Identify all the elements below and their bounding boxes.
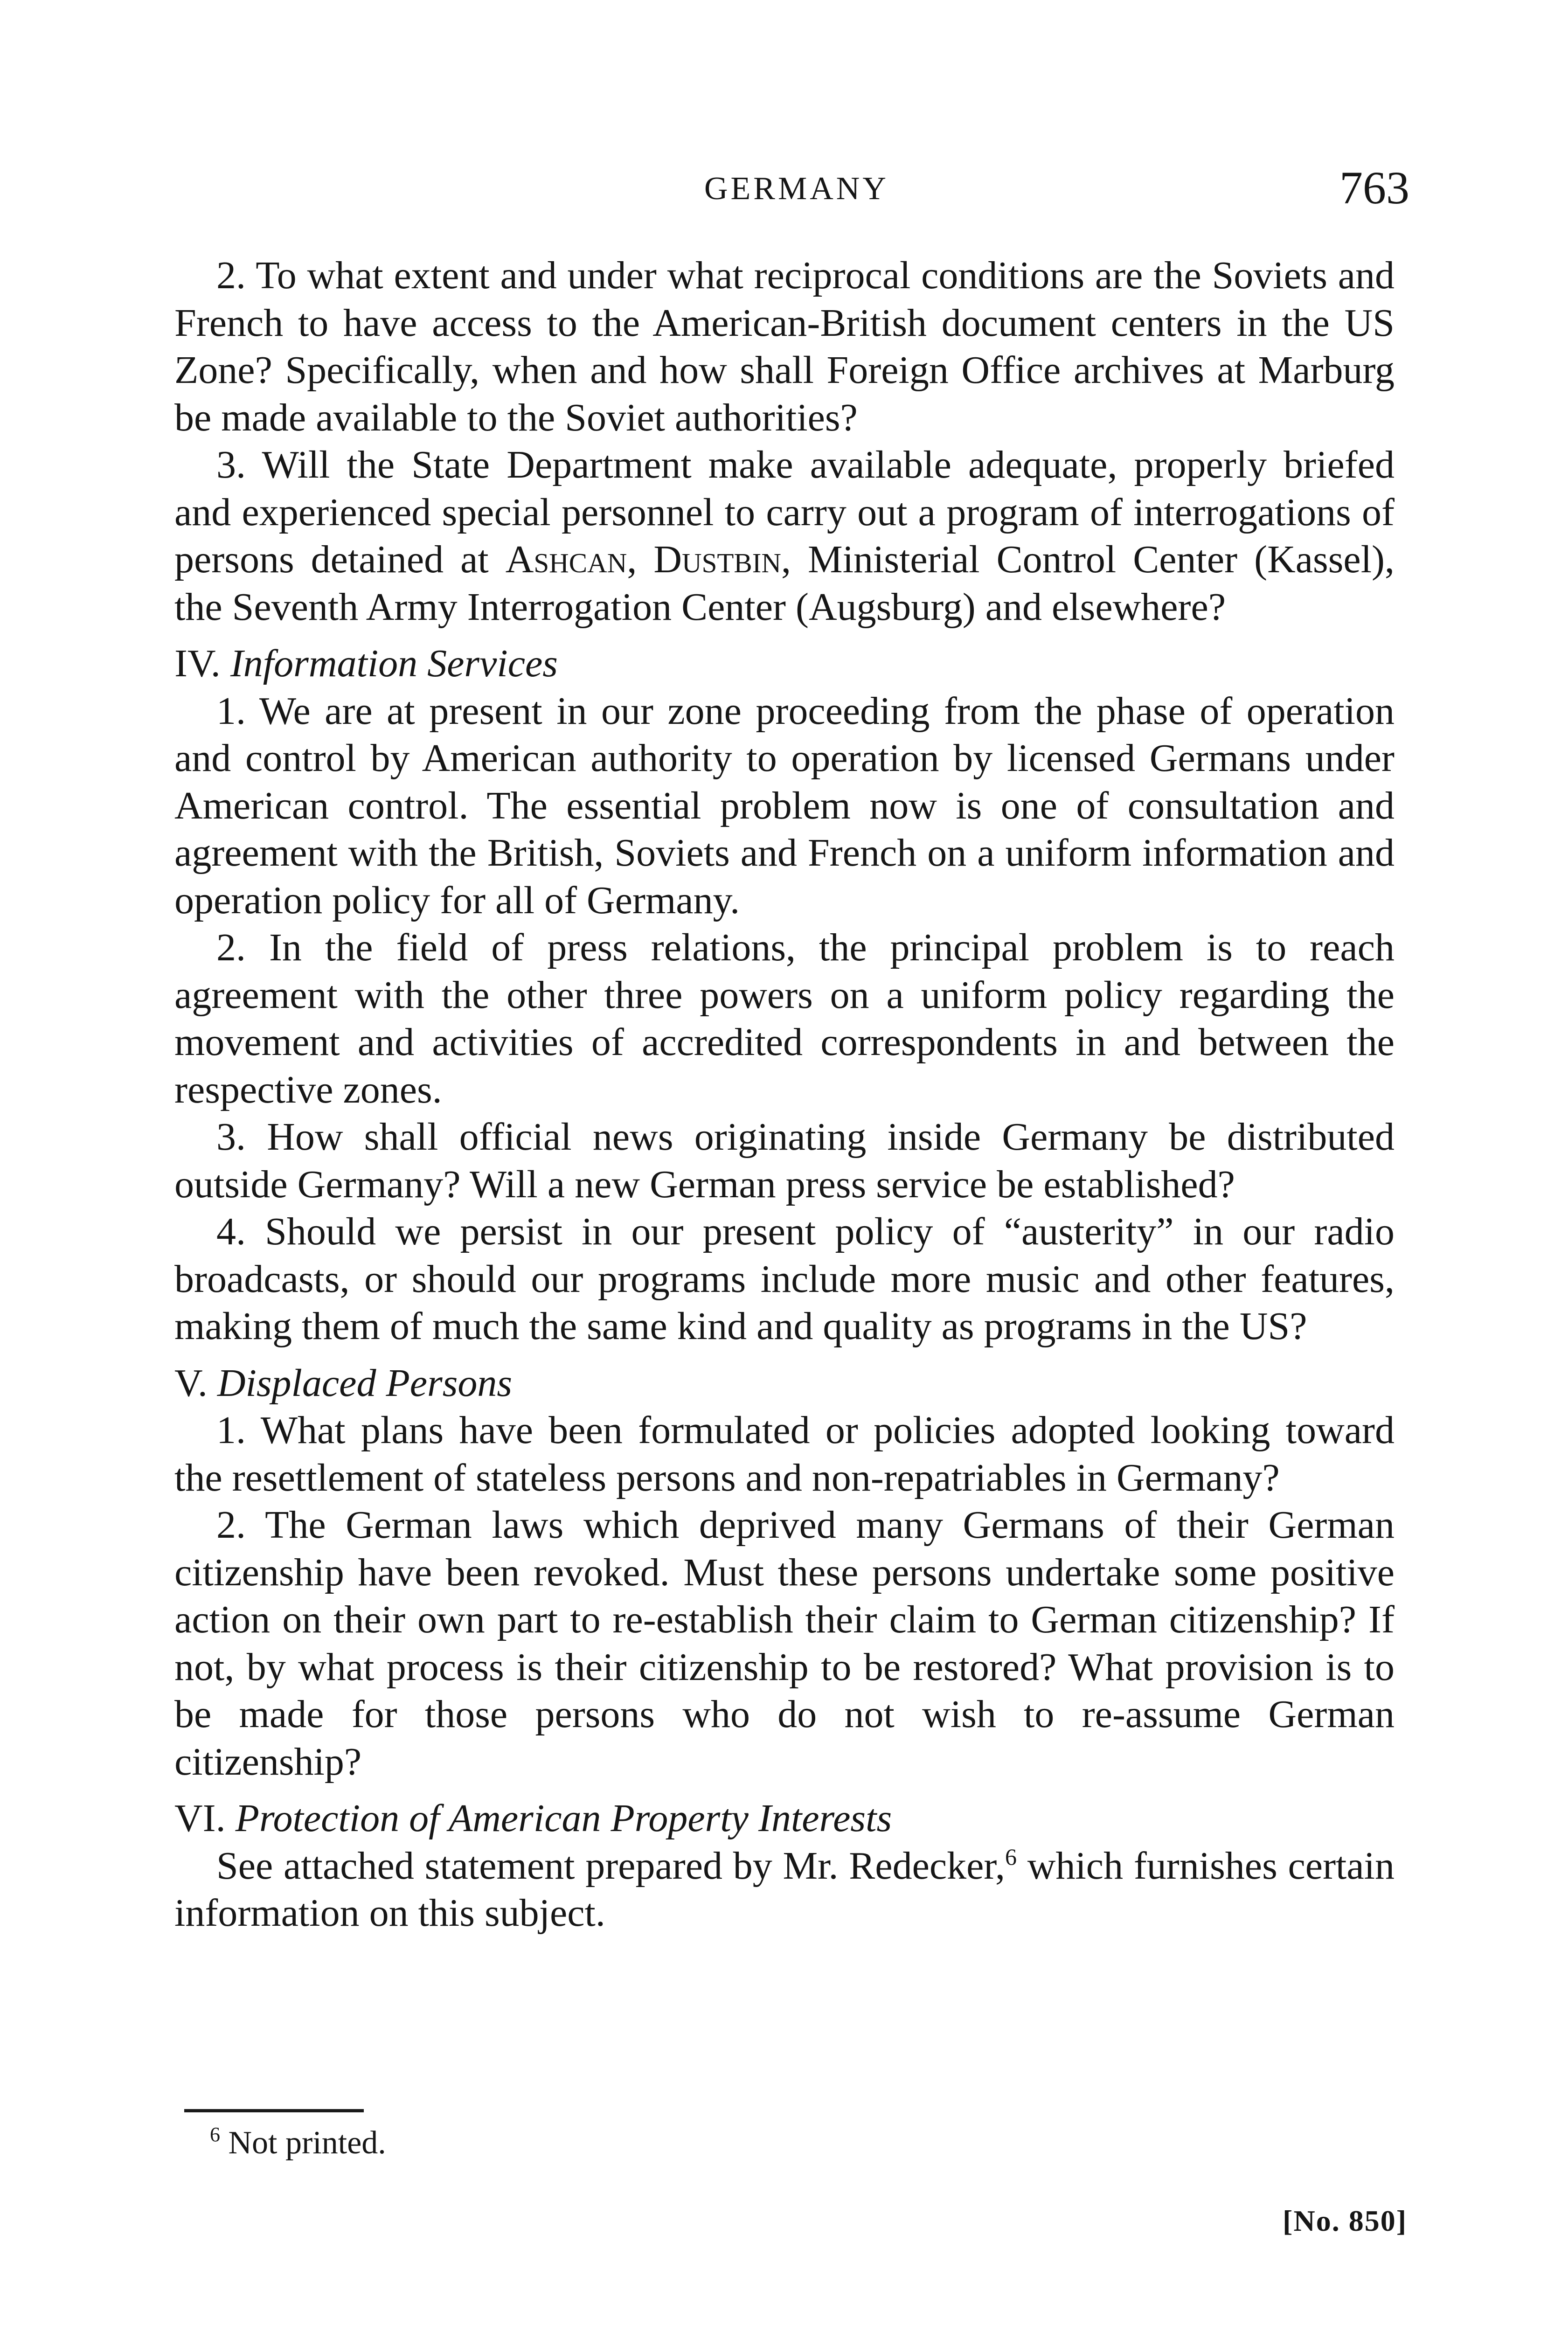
section-heading-information-services: [174, 640, 1395, 687]
footnote-rule: [184, 2109, 364, 2112]
separator: ,: [627, 538, 654, 581]
footnote-reference: 6: [1005, 1843, 1017, 1870]
section-numeral: VI.: [174, 1797, 236, 1840]
section-numeral: V.: [174, 1361, 217, 1405]
paragraph-property: [174, 1842, 1395, 1937]
section-numeral: IV.: [174, 642, 230, 685]
paragraph-information-4: 4. Should we persist in our present policy of “austerity” in our radio broadcasts, or should our programs include more music and other features, making them of much the same kind and quality as programs in the US?: [174, 1210, 1395, 1348]
document-number: [No. 850]: [1283, 2204, 1407, 2237]
paragraph-document-centers: 2. To what extent and under what reciprocal conditions are the Soviets and French to have access to the American-British document centers in the US Zone? Specifically, when and how shall Foreign Office archives at Marburg be made available to the Soviet authorities?: [174, 254, 1395, 439]
footnote-text: Not printed.: [220, 2125, 386, 2161]
section-title: Information Services: [230, 642, 558, 685]
running-title: GERMANY: [704, 171, 889, 207]
body-text: [174, 252, 1395, 1937]
paragraph-displaced-2: 2. The German laws which deprived many Germans of their German citizenship have been revoked. Must these persons undertake some positive action on their own part to re-establish their claim to German citizenship? If not, by what process is their citizenship to be restored? What provision is to be made for those persons who do not wish to re-assume German citizenship?: [174, 1503, 1395, 1784]
section-heading-displaced-persons: [174, 1360, 1395, 1407]
footnote-marker: 6: [210, 2123, 220, 2146]
section-title: Displaced Persons: [217, 1361, 513, 1405]
paragraph-text: which furnishes certain information on this subject.: [174, 1844, 1395, 1935]
section-heading-property-interests: [174, 1795, 1395, 1842]
footnote: [210, 2124, 386, 2162]
paragraph-text: 3. Will the State Department make available adequate, properly briefed and experienced special personnel to carry out a program of interrogations of persons detained at: [174, 443, 1395, 581]
code-name-dustbin: Dustbin: [653, 538, 782, 581]
paragraph-text: See attached statement prepared by Mr. Redecker,: [216, 1844, 1006, 1888]
page-number: 763: [1339, 162, 1409, 214]
paragraph-information-2: 2. In the field of press relations, the principal problem is to reach agreement with the other three powers on a uniform policy regarding the movement and activities of accredited correspondents in and between the respective zones.: [174, 926, 1395, 1111]
paragraph-text: , Ministerial Control Center (Kassel), the Seventh Army Interrogation Center (Augsburg) and elsewhere?: [174, 538, 1395, 629]
paragraph-information-3: 3. How shall official news originating inside Germany be distributed outside Germany? Will a new German press service be established?: [174, 1115, 1395, 1206]
running-head: [0, 161, 1568, 212]
section-title: Protection of American Property Interests: [235, 1797, 892, 1840]
code-name-ashcan: Ashcan: [505, 538, 627, 581]
paragraph-displaced-1: 1. What plans have been formulated or policies adopted looking toward the resettlement of stateless persons and non-repatriables in Germany?: [174, 1409, 1395, 1499]
paragraph-interrogations: [174, 441, 1395, 631]
paragraph-information-1: 1. We are at present in our zone proceeding from the phase of operation and control by American authority to operation by licensed Germans under American control. The essential problem now is one of consultation and agreement with the British, Soviets and French on a uniform information and operation policy for all of Germany.: [174, 689, 1395, 922]
